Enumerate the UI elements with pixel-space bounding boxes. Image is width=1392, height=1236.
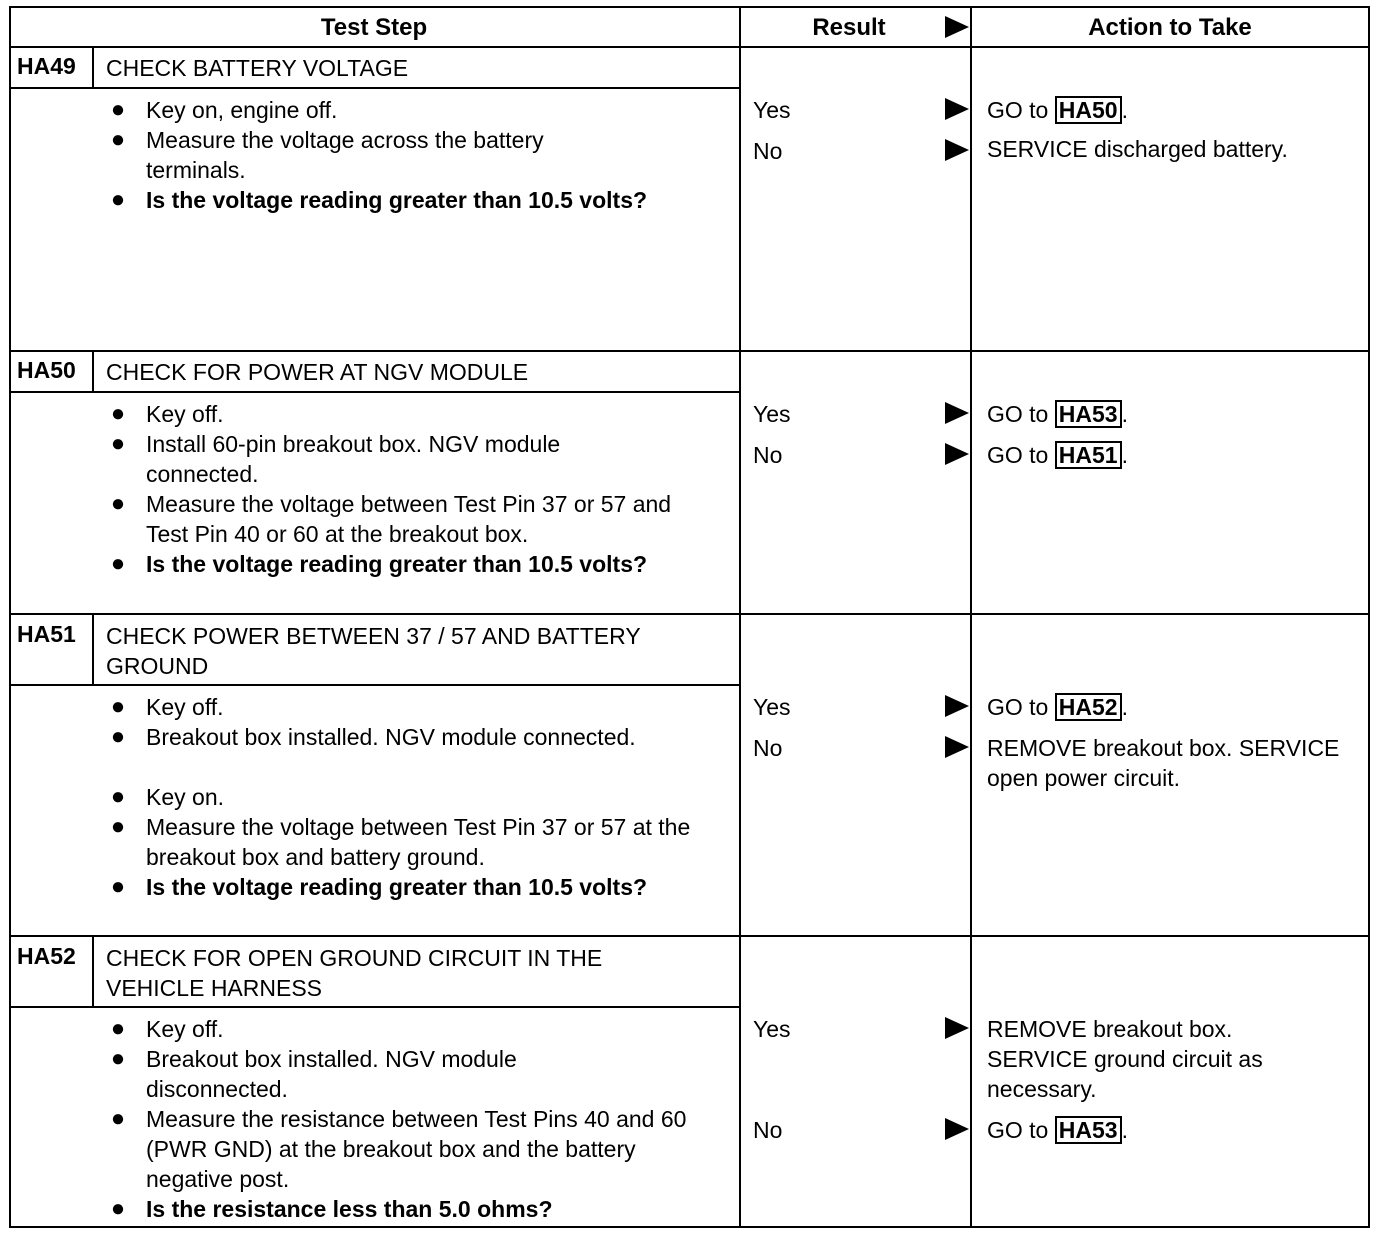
bullet-icon: ● — [110, 186, 126, 213]
bullet-icon: ● — [110, 430, 126, 457]
step-title: CHECK POWER BETWEEN 37 / 57 AND BATTERY GROUND — [106, 623, 641, 679]
ref-link[interactable]: HA53 — [1055, 400, 1122, 428]
arrow-icon — [945, 736, 969, 758]
step-instruction: Measure the resistance between Test Pins 40 and 60 (PWR GND) at the breakout box and the battery negative post. — [146, 1106, 687, 1192]
bullet-icon: ● — [110, 1195, 126, 1222]
bullet-icon: ● — [110, 813, 126, 840]
step-instruction: Install 60-pin breakout box. NGV module connected. — [146, 431, 561, 487]
bullet-icon: ● — [110, 873, 126, 900]
arrow-icon — [945, 98, 969, 120]
arrow-icon — [945, 443, 969, 465]
result-no: No — [753, 442, 783, 468]
step-code: HA50 — [17, 357, 76, 383]
result-no: No — [753, 1117, 783, 1143]
step-instruction: Key on. — [146, 784, 224, 810]
step-instruction: Measure the voltage across the battery terminals. — [146, 127, 544, 183]
result-yes: Yes — [753, 1016, 791, 1042]
action-yes: GO to HA50 . — [987, 97, 1128, 123]
bullet-icon: ● — [110, 126, 126, 153]
arrow-icon — [945, 139, 969, 161]
arrow-icon — [945, 1118, 969, 1140]
step-instruction: Key off. — [146, 1016, 224, 1042]
bullet-icon: ● — [110, 723, 126, 750]
ref-link[interactable]: HA50 — [1055, 96, 1122, 124]
step-instruction: Key off. — [146, 694, 224, 720]
result-yes: Yes — [753, 401, 791, 427]
bullet-icon: ● — [110, 1105, 126, 1132]
bullet-icon: ● — [110, 490, 126, 517]
bullet-icon: ● — [110, 400, 126, 427]
step-title: CHECK BATTERY VOLTAGE — [106, 55, 409, 81]
step-code: HA51 — [17, 621, 76, 647]
arrow-icon — [945, 402, 969, 424]
action-no: REMOVE breakout box. SERVICE open power circuit. — [987, 735, 1340, 791]
result-yes: Yes — [753, 97, 791, 123]
action-no: SERVICE discharged battery. — [987, 136, 1288, 162]
bullet-icon: ● — [110, 1045, 126, 1072]
step-instruction: Breakout box installed. NGV module connected. — [146, 724, 636, 750]
bullet-icon: ● — [110, 693, 126, 720]
ref-link[interactable]: HA52 — [1055, 693, 1122, 721]
step-instruction: Key off. — [146, 401, 224, 427]
step-question: Is the voltage reading greater than 10.5 volts? — [146, 551, 648, 577]
bullet-icon: ● — [110, 1015, 126, 1042]
step-question: Is the resistance less than 5.0 ohms? — [146, 1196, 553, 1222]
ref-link[interactable]: HA51 — [1055, 441, 1122, 469]
action-no: GO to HA53 . — [987, 1117, 1128, 1143]
action-no: GO to HA51 . — [987, 442, 1128, 468]
result-no: No — [753, 138, 783, 164]
result-yes: Yes — [753, 694, 791, 720]
arrow-icon — [945, 695, 969, 717]
step-title: CHECK FOR OPEN GROUND CIRCUIT IN THE VEHICLE HARNESS — [106, 945, 603, 1001]
header-test-step: Test Step — [320, 14, 428, 41]
step-question: Is the voltage reading greater than 10.5 volts? — [146, 874, 648, 900]
step-code: HA49 — [17, 53, 76, 79]
header-arrow-icon — [945, 16, 969, 38]
bullet-icon: ● — [110, 783, 126, 810]
step-instruction: Measure the voltage between Test Pin 37 or 57 and Test Pin 40 or 60 at the breakout box. — [146, 491, 672, 547]
step-title: CHECK FOR POWER AT NGV MODULE — [106, 359, 529, 385]
bullet-icon: ● — [110, 550, 126, 577]
step-instruction: Measure the voltage between Test Pin 37 or 57 at the breakout box and battery ground. — [146, 814, 691, 870]
action-yes: GO to HA53 . — [987, 401, 1128, 427]
step-code: HA52 — [17, 943, 76, 969]
result-no: No — [753, 735, 783, 761]
header-action: Action to Take — [1088, 14, 1252, 41]
step-question: Is the voltage reading greater than 10.5 volts? — [146, 187, 648, 213]
arrow-icon — [945, 1017, 969, 1039]
step-instruction: Breakout box installed. NGV module disconnected. — [146, 1046, 517, 1102]
ref-link[interactable]: HA53 — [1055, 1116, 1122, 1144]
header-result: Result — [812, 14, 886, 41]
bullet-icon: ● — [110, 96, 126, 123]
action-yes: REMOVE breakout box. SERVICE ground circuit as necessary. — [987, 1016, 1263, 1102]
step-instruction: Key on, engine off. — [146, 97, 338, 123]
action-yes: GO to HA52 . — [987, 694, 1128, 720]
